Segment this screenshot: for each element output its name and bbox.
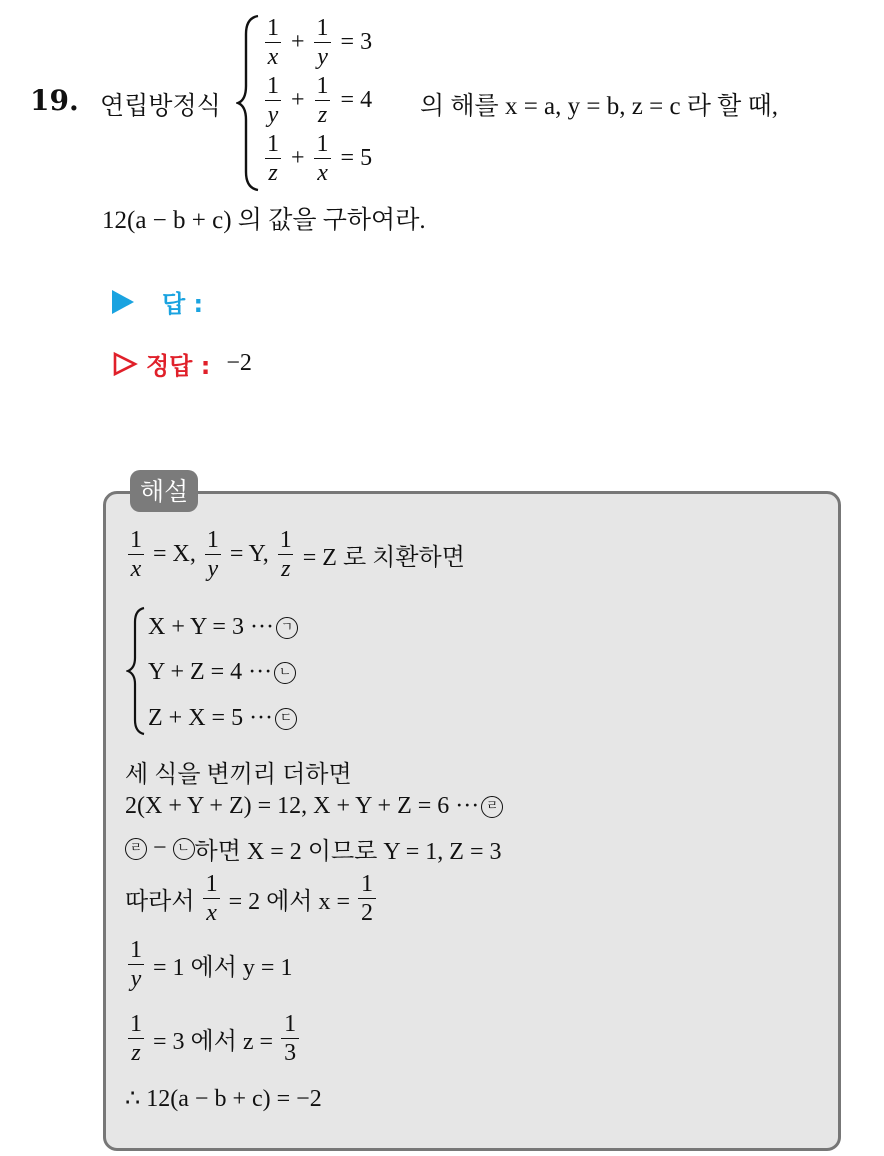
correct-answer-label: 정답 : bbox=[146, 352, 211, 380]
question-number: 19. bbox=[30, 84, 79, 117]
solution-y-line: $\frac{1}{y}$ = 1 에서 y = 1 bbox=[125, 938, 292, 991]
answer-row bbox=[112, 284, 203, 319]
solution-system-eq-1: X + Y = 3 ··· ㄱ bbox=[148, 614, 298, 641]
solution-add-text: 세 식을 변끼리 더하면 bbox=[125, 762, 352, 788]
solution-system-eq-3: Z + X = 5 ··· ㄷ bbox=[148, 705, 297, 732]
solution-system-eq-2: Y + Z = 4 ··· ㄴ bbox=[148, 659, 296, 686]
solution-tag: 해설 bbox=[130, 470, 198, 512]
question-prompt-text: 12(a − b + c) 의 값을 구하여라. bbox=[102, 207, 426, 234]
system-brace bbox=[236, 14, 262, 192]
solution-subtract-line: ㄹ − ㄴ 하면 X = 2 이므로 Y = 1, Z = 3 bbox=[125, 831, 502, 866]
outline-triangle-icon bbox=[112, 351, 138, 377]
solution-system-brace bbox=[126, 606, 148, 736]
correct-answer-value: −2 bbox=[226, 350, 252, 376]
solution-x-line: 따라서 $\frac{1}{x}$ = 2 에서 x = $\frac{1}{2}$ bbox=[125, 872, 378, 925]
correct-answer-row bbox=[112, 346, 252, 381]
solution-z-line: $\frac{1}{z}$ = 3 에서 z = $\frac{1}{3}$ bbox=[125, 1012, 301, 1065]
equation-2: $\frac{1}{y}$ + $\frac{1}{z}$ = 4 bbox=[262, 74, 379, 127]
equation-1: $\frac{1}{x}$ + $\frac{1}{y}$ = 3 bbox=[262, 16, 379, 69]
question-lead-text: 연립방정식 bbox=[100, 93, 221, 120]
equation-3: $\frac{1}{z}$ + $\frac{1}{x}$ = 5 bbox=[267, 131, 373, 186]
solution-sum-line: 2(X + Y + Z) = 12, X + Y + Z = 6 ··· ㄹ bbox=[125, 793, 503, 820]
solution-substitution-line: $\frac{1}{x}$ = X, $\frac{1}{y}$ = Y, $\frac{1}{z}$ = Z 로 치환하면 bbox=[125, 528, 465, 581]
question-condition-text: 의 해를 x = a, y = b, z = c 라 할 때, bbox=[420, 93, 778, 120]
answer-label: 답 : bbox=[162, 290, 204, 318]
play-triangle-icon bbox=[112, 290, 134, 314]
solution-final-line: ∴ 12(a − b + c) = −2 bbox=[125, 1086, 322, 1112]
